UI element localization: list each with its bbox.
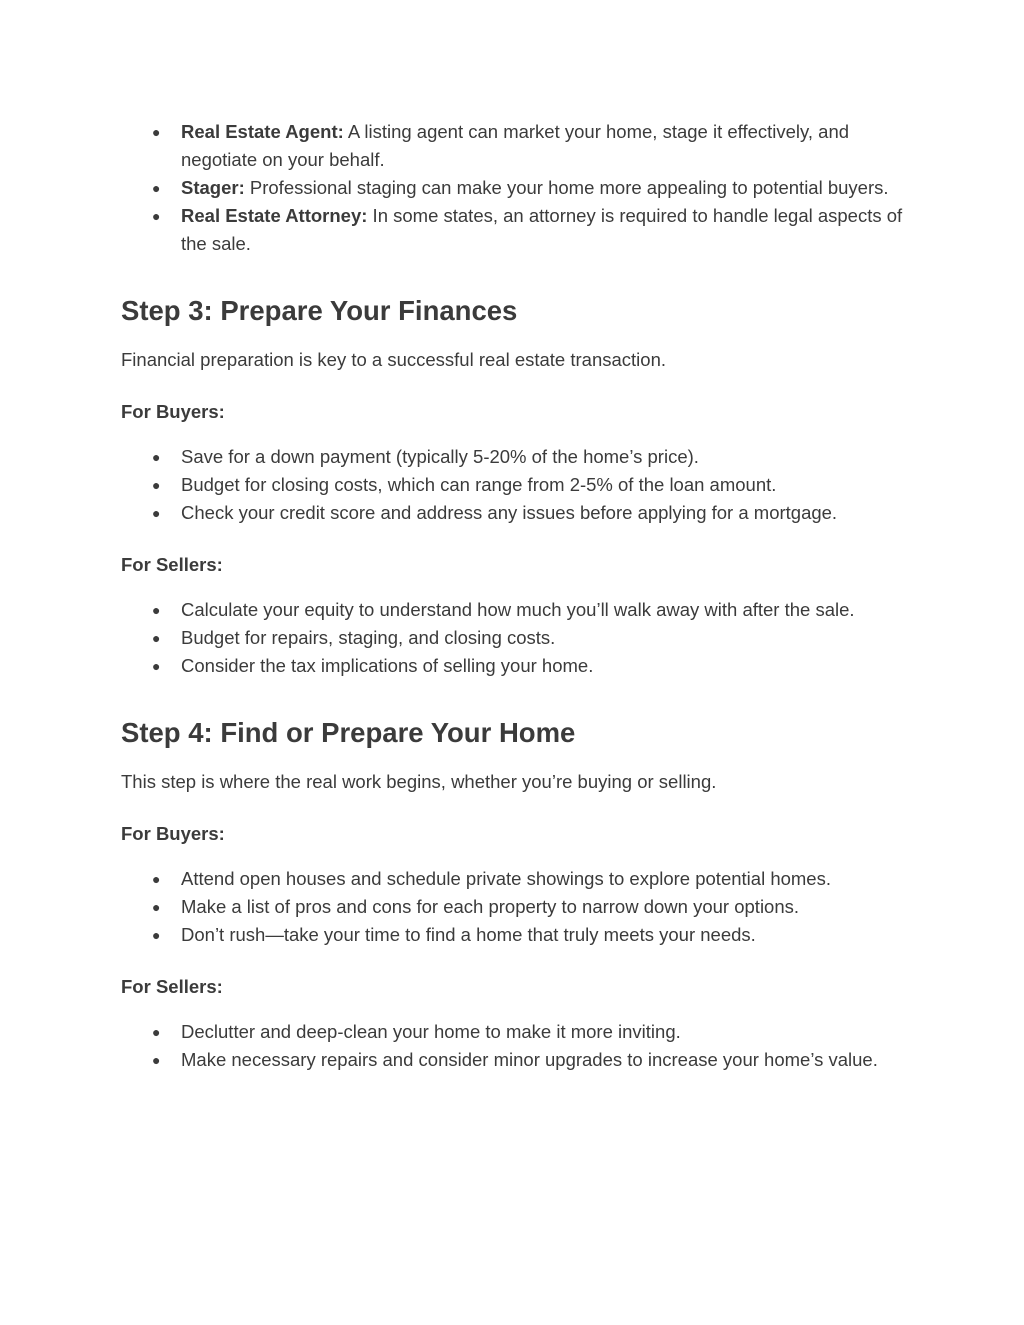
step-4-buyers-heading: For Buyers: xyxy=(121,823,225,844)
bullet-icon: ● xyxy=(152,927,161,943)
list-item xyxy=(121,174,911,202)
list-item-text: Attend open houses and schedule private showings to explore potential homes. xyxy=(181,868,831,889)
list-item-text: Professional staging can make your home more appealing to potential buyers. xyxy=(244,177,889,198)
bullet-icon: ● xyxy=(152,505,161,521)
list-item-text: Budget for closing costs, which can range from 2-5% of the loan amount. xyxy=(181,474,777,495)
bullet-icon: ● xyxy=(152,658,161,674)
bullet-icon: ● xyxy=(152,208,161,224)
list-item xyxy=(121,443,911,471)
list-item xyxy=(121,499,911,527)
list-item xyxy=(121,202,911,258)
list-item xyxy=(121,471,911,499)
bullet-icon: ● xyxy=(152,871,161,887)
list-item xyxy=(121,624,911,652)
list-item xyxy=(121,1046,911,1074)
list-item-text: Budget for repairs, staging, and closing costs. xyxy=(181,627,556,648)
bullet-icon: ● xyxy=(152,899,161,915)
list-item-label: Real Estate Agent: xyxy=(181,121,344,142)
bullet-icon: ● xyxy=(152,124,161,140)
bullet-icon: ● xyxy=(152,1024,161,1040)
step-3-sellers-list xyxy=(121,596,911,680)
step-4-sellers-list xyxy=(121,1018,911,1074)
list-item-text: In some states, an attorney is required to handle legal aspects of the sale. xyxy=(181,205,903,254)
list-item xyxy=(121,921,911,949)
step-4-sellers-heading: For Sellers: xyxy=(121,976,223,997)
step-3-heading: Step 3: Prepare Your Finances xyxy=(121,295,518,326)
list-item-text: A listing agent can market your home, stage it effectively, and negotiate on your behalf. xyxy=(181,121,850,170)
list-item-text: Consider the tax implications of selling your home. xyxy=(181,655,594,676)
list-item-text: Check your credit score and address any issues before applying for a mortgage. xyxy=(181,502,838,523)
step-4-buyers-list xyxy=(121,865,911,949)
list-item-text: Don’t rush—take your time to find a home that truly meets your needs. xyxy=(181,924,756,945)
list-item xyxy=(121,865,911,893)
list-item-text: Calculate your equity to understand how much you’ll walk away with after the sale. xyxy=(181,599,855,620)
bullet-icon: ● xyxy=(152,630,161,646)
step-3-buyers-heading: For Buyers: xyxy=(121,401,225,422)
list-item-label: Real Estate Attorney: xyxy=(181,205,368,226)
bullet-icon: ● xyxy=(152,449,161,465)
step-4-intro: This step is where the real work begins, whether you’re buying or selling. xyxy=(121,771,717,792)
document-page xyxy=(121,118,911,1074)
list-item xyxy=(121,118,911,174)
bullet-icon: ● xyxy=(152,180,161,196)
bullet-icon: ● xyxy=(152,477,161,493)
list-item xyxy=(121,596,911,624)
step-3-buyers-list xyxy=(121,443,911,527)
step-3-intro: Financial preparation is key to a successful real estate transaction. xyxy=(121,349,667,370)
list-item-label: Stager: xyxy=(181,177,245,198)
bullet-icon: ● xyxy=(152,602,161,618)
list-item-text: Save for a down payment (typically 5-20% of the home’s price). xyxy=(181,446,699,467)
step-4-heading: Step 4: Find or Prepare Your Home xyxy=(121,717,576,748)
step-3-sellers-heading: For Sellers: xyxy=(121,554,223,575)
bullet-icon: ● xyxy=(152,1052,161,1068)
list-item-text: Make a list of pros and cons for each property to narrow down your options. xyxy=(181,896,800,917)
list-item xyxy=(121,1018,911,1046)
professionals-list xyxy=(121,118,911,258)
list-item xyxy=(121,893,911,921)
list-item-text: Declutter and deep-clean your home to make it more inviting. xyxy=(181,1021,681,1042)
list-item xyxy=(121,652,911,680)
list-item-text: Make necessary repairs and consider minor upgrades to increase your home’s value. xyxy=(181,1049,878,1070)
